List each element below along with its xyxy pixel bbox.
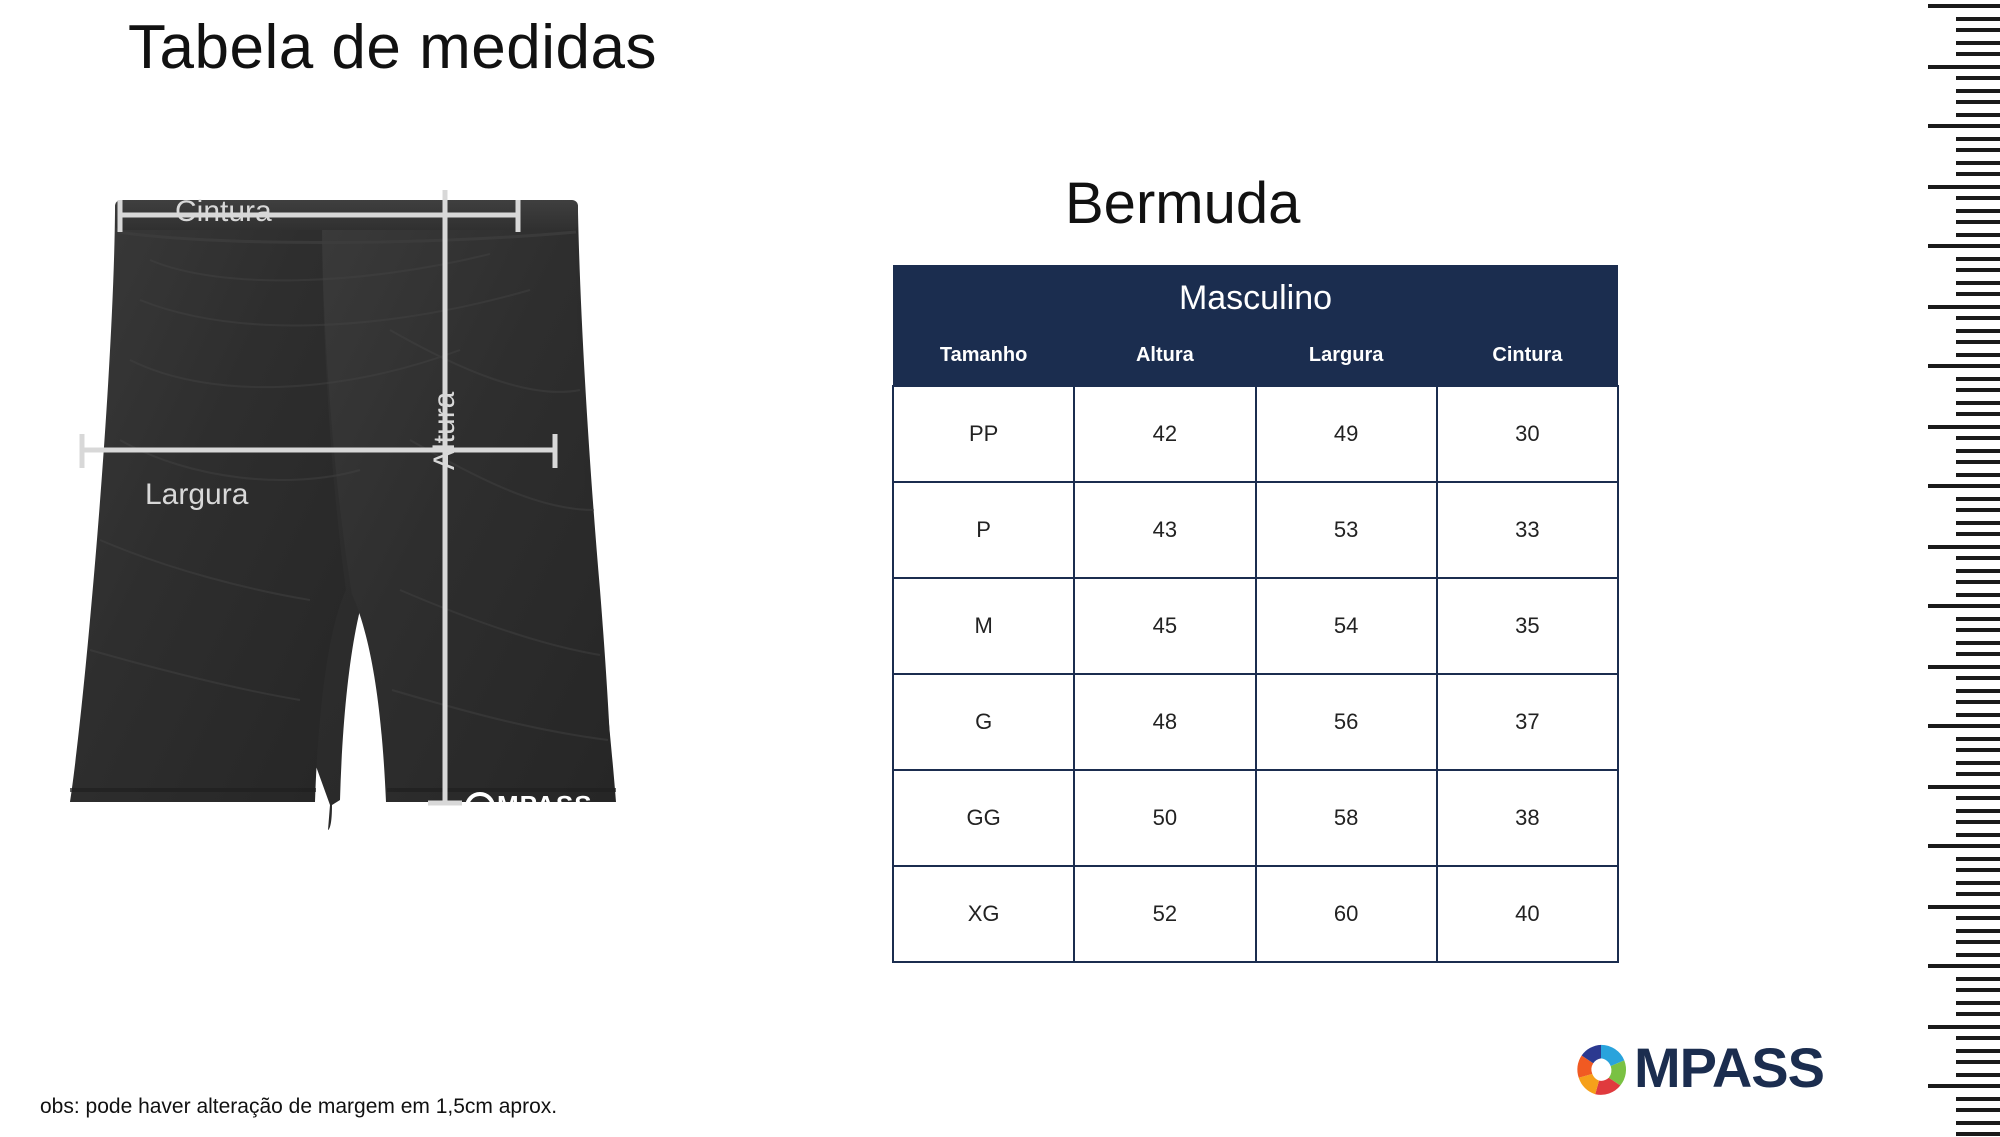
ruler-tick [1956, 953, 2000, 957]
ruler-tick [1956, 292, 2000, 296]
cell-largura: 60 [1256, 866, 1437, 962]
ruler-tick [1956, 1001, 2000, 1005]
ruler-tick [1956, 881, 2000, 885]
page-title: Tabela de medidas [128, 13, 657, 82]
cell-altura: 50 [1074, 770, 1255, 866]
ruler-tick [1956, 580, 2000, 584]
ruler-tick [1956, 628, 2000, 632]
ruler-tick [1928, 4, 2000, 8]
ruler-tick [1956, 676, 2000, 680]
ruler-tick [1956, 316, 2000, 320]
ruler-tick [1956, 569, 2000, 573]
cell-altura: 45 [1074, 578, 1255, 674]
ruler-tick [1956, 220, 2000, 224]
ruler-tick [1956, 353, 2000, 357]
largura-label: Largura [145, 478, 249, 511]
ruler-tick [1928, 305, 2000, 309]
cell-altura: 42 [1074, 386, 1255, 482]
ruler-tick [1956, 340, 2000, 344]
brand-logo-text: MPASS [1634, 1036, 1824, 1099]
ruler-tick [1956, 257, 2000, 261]
ruler-tick [1956, 76, 2000, 80]
ruler-tick [1928, 65, 2000, 69]
cell-largura: 49 [1256, 386, 1437, 482]
ruler-tick [1956, 460, 2000, 464]
ruler-tick [1956, 940, 2000, 944]
column-header-largura: Largura [1256, 334, 1437, 386]
ruler-tick [1956, 329, 2000, 333]
column-header-altura: Altura [1074, 334, 1255, 386]
ruler-tick [1956, 748, 2000, 752]
cell-size: P [893, 482, 1074, 578]
cell-size: GG [893, 770, 1074, 866]
column-header-row [893, 334, 1618, 386]
cell-largura: 58 [1256, 770, 1437, 866]
ruler-tick [1956, 436, 2000, 440]
ruler-tick [1928, 785, 2000, 789]
size-table-head [893, 265, 1618, 386]
ruler-tick [1956, 988, 2000, 992]
ruler-tick [1956, 268, 2000, 272]
ruler-tick [1956, 1060, 2000, 1064]
ruler-tick [1956, 1108, 2000, 1112]
cell-altura: 48 [1074, 674, 1255, 770]
ruler-tick [1956, 652, 2000, 656]
garment-brand-logo [465, 790, 593, 821]
ruler-tick [1956, 772, 2000, 776]
shorts-illustration [60, 190, 760, 1020]
altura-label: Altura [428, 391, 461, 470]
garment-figure [60, 190, 760, 1020]
ruler-tick [1956, 892, 2000, 896]
ruler-tick [1956, 857, 2000, 861]
ruler-tick [1928, 665, 2000, 669]
ruler-tick [1956, 556, 2000, 560]
ruler-tick [1956, 1012, 2000, 1016]
cell-altura: 43 [1074, 482, 1255, 578]
ruler-tick [1956, 89, 2000, 93]
ruler-tick [1956, 820, 2000, 824]
ruler-tick [1956, 209, 2000, 213]
ruler-tick [1928, 844, 2000, 848]
table-row [893, 866, 1618, 962]
ruler-tick [1928, 484, 2000, 488]
cell-size: G [893, 674, 1074, 770]
ruler-tick [1956, 100, 2000, 104]
cintura-label: Cintura [175, 195, 272, 228]
ruler-tick [1956, 28, 2000, 32]
ruler-tick [1956, 113, 2000, 117]
ruler-tick [1956, 761, 2000, 765]
ruler-tick [1956, 532, 2000, 536]
group-header-cell: Masculino [893, 265, 1618, 334]
ruler-tick [1956, 809, 2000, 813]
ruler-tick [1956, 593, 2000, 597]
cell-cintura: 35 [1437, 578, 1618, 674]
ruler-tick [1956, 473, 2000, 477]
ruler-tick [1956, 148, 2000, 152]
table-row [893, 482, 1618, 578]
cell-size: M [893, 578, 1074, 674]
table-row [893, 578, 1618, 674]
ruler-tick [1956, 412, 2000, 416]
cell-cintura: 33 [1437, 482, 1618, 578]
ruler-tick [1956, 172, 2000, 176]
ruler-tick [1956, 929, 2000, 933]
brand-logo [1570, 1035, 1824, 1100]
ruler-tick [1928, 905, 2000, 909]
table-row [893, 674, 1618, 770]
ruler-tick [1928, 185, 2000, 189]
ruler-tick [1956, 1049, 2000, 1053]
cell-cintura: 30 [1437, 386, 1618, 482]
cell-cintura: 37 [1437, 674, 1618, 770]
ruler-tick [1928, 964, 2000, 968]
ruler-tick [1956, 689, 2000, 693]
ruler-tick [1956, 1132, 2000, 1136]
ruler-tick [1956, 41, 2000, 45]
ruler-tick [1928, 124, 2000, 128]
size-table [892, 265, 1619, 963]
ruler-tick [1956, 1121, 2000, 1125]
cell-largura: 53 [1256, 482, 1437, 578]
ruler-tick [1956, 233, 2000, 237]
ruler-tick [1928, 604, 2000, 608]
compass-swirl-icon [1570, 1039, 1632, 1101]
table-title: Bermuda [1065, 171, 1301, 236]
ruler-tick [1956, 737, 2000, 741]
group-header-row [893, 265, 1618, 334]
ruler-tick [1956, 137, 2000, 141]
ruler-tick [1956, 161, 2000, 165]
ruler-tick [1956, 868, 2000, 872]
cell-size: PP [893, 386, 1074, 482]
compass-swirl-icon [465, 792, 495, 822]
ruler-tick [1956, 700, 2000, 704]
ruler-tick [1956, 497, 2000, 501]
ruler-tick [1956, 641, 2000, 645]
table-row [893, 386, 1618, 482]
ruler-tick [1956, 977, 2000, 981]
ruler-tick [1956, 17, 2000, 21]
column-header-tamanho: Tamanho [893, 334, 1074, 386]
ruler-tick [1956, 713, 2000, 717]
ruler-tick [1956, 916, 2000, 920]
ruler-tick [1956, 401, 2000, 405]
ruler-tick [1956, 796, 2000, 800]
ruler-tick [1956, 617, 2000, 621]
cell-altura: 52 [1074, 866, 1255, 962]
cell-largura: 56 [1256, 674, 1437, 770]
ruler-tick [1956, 52, 2000, 56]
ruler-tick [1928, 364, 2000, 368]
ruler-tick [1928, 1025, 2000, 1029]
ruler-tick [1928, 1084, 2000, 1088]
ruler-tick [1956, 281, 2000, 285]
ruler-tick [1956, 388, 2000, 392]
ruler-tick [1956, 1036, 2000, 1040]
cell-size: XG [893, 866, 1074, 962]
ruler-tick [1928, 545, 2000, 549]
ruler-tick [1956, 521, 2000, 525]
footer-note: obs: pode haver alteração de margem em 1,5cm aprox. [40, 1095, 558, 1118]
column-header-cintura: Cintura [1437, 334, 1618, 386]
cell-cintura: 40 [1437, 866, 1618, 962]
ruler-tick [1928, 724, 2000, 728]
size-table-container [892, 265, 1619, 963]
cell-cintura: 38 [1437, 770, 1618, 866]
size-table-body [893, 386, 1618, 962]
ruler-tick [1928, 244, 2000, 248]
garment-brand-text: MPASS [497, 790, 593, 820]
ruler-tick [1956, 1097, 2000, 1101]
ruler-tick [1956, 1073, 2000, 1077]
ruler-tick [1956, 196, 2000, 200]
cell-largura: 54 [1256, 578, 1437, 674]
ruler-strip [1920, 0, 2000, 1137]
table-row [893, 770, 1618, 866]
ruler-tick [1956, 377, 2000, 381]
ruler-tick [1928, 425, 2000, 429]
ruler-tick [1956, 508, 2000, 512]
ruler-tick [1956, 449, 2000, 453]
ruler-tick [1956, 833, 2000, 837]
